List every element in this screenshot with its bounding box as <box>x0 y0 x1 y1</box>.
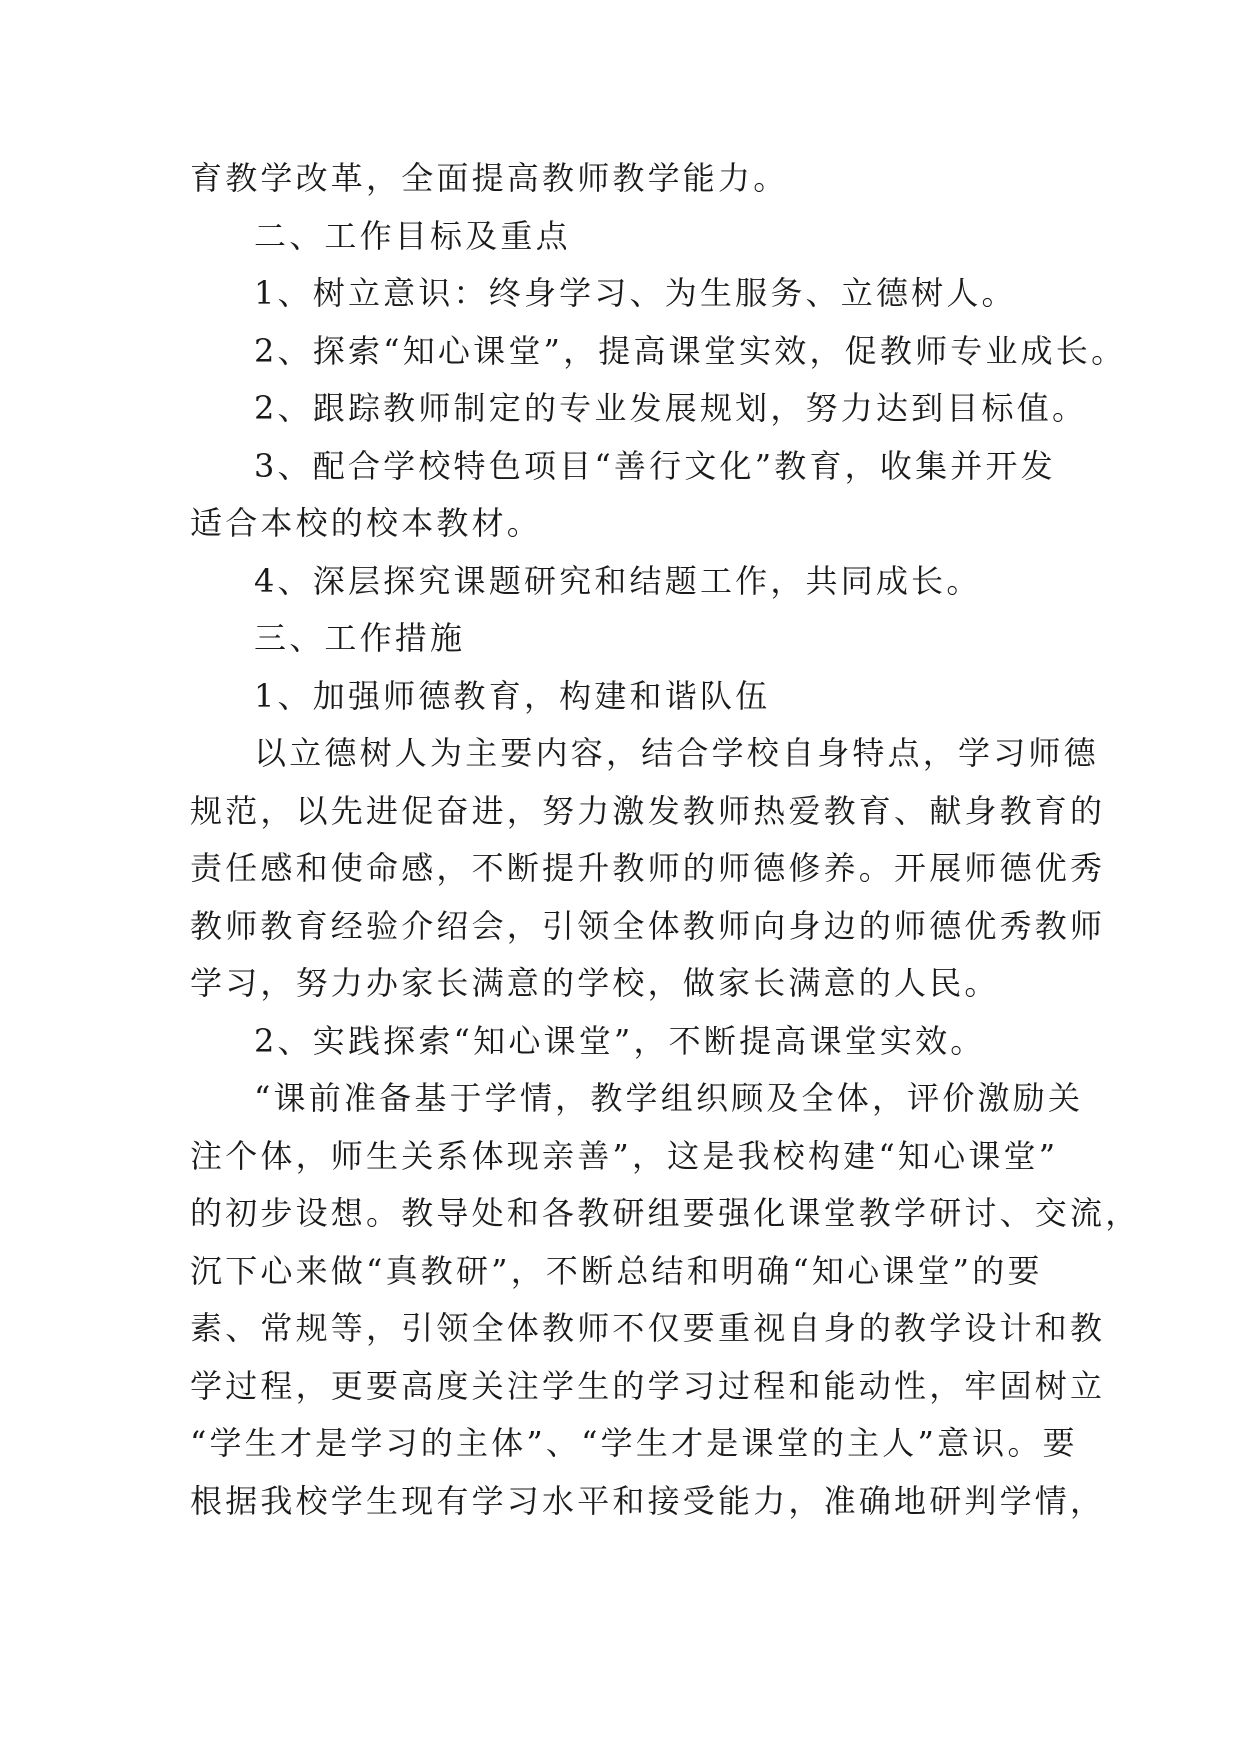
section-heading-measures: 三、工作措施 <box>254 619 466 657</box>
paragraph-line: 沉下心来做“真教研”，不断总结和明确“知心课堂”的要 <box>190 1251 1043 1290</box>
paragraph-line: 以立德树人为主要内容，结合学校自身特点，学习师德 <box>254 734 1099 772</box>
section-heading-goals: 二、工作目标及重点 <box>254 216 571 255</box>
paragraph-line: 注个体，师生关系体现亲善”，这是我校构建“知心课堂” <box>190 1136 1059 1175</box>
subheading: 2、实践探索“知心课堂”，不断提高课堂实效。 <box>254 1021 986 1060</box>
text-line: 适合本校的校本教材。 <box>190 504 543 542</box>
list-item: 1、树立意识：终身学习、为生服务、立德树人。 <box>254 274 1017 312</box>
paragraph-line: “学生才是学习的主体”、“学生才是课堂的主人”意识。要 <box>190 1424 1078 1462</box>
paragraph-line: “课前准备基于学情，教学组织顾及全体，评价激励关 <box>254 1079 1084 1117</box>
subheading: 1、加强师德教育，构建和谐队伍 <box>254 676 771 715</box>
list-item: 4、深层探究课题研究和结题工作，共同成长。 <box>254 561 982 600</box>
list-item: 2、跟踪教师制定的专业发展规划，努力达到目标值。 <box>254 389 1088 427</box>
paragraph-line: 学过程，更要高度关注学生的学习过程和能动性，牢固树立 <box>190 1366 1106 1405</box>
paragraph-line: 根据我校学生现有学习水平和接受能力，准确地研判学情， <box>190 1481 1106 1520</box>
text-line: 育教学改革，全面提高教师教学能力。 <box>190 159 789 197</box>
paragraph-line: 素、常规等，引领全体教师不仅要重视自身的教学设计和教 <box>190 1309 1106 1347</box>
list-item: 2、探索“知心课堂”，提高课堂实效，促教师专业成长。 <box>254 331 1127 370</box>
document-body <box>190 150 1141 1530</box>
paragraph-line: 规范，以先进促奋进，努力激发教师热爱教育、献身教育的 <box>190 791 1106 830</box>
paragraph-line: 教师教育经验介绍会，引领全体教师向身边的师德优秀教师 <box>190 906 1106 945</box>
paragraph-line: 责任感和使命感，不断提升教师的师德修养。开展师德优秀 <box>190 849 1106 887</box>
paragraph-line: 的初步设想。教导处和各教研组要强化课堂教学研讨、交流， <box>190 1194 1141 1232</box>
paragraph-line: 学习，努力办家长满意的学校，做家长满意的人民。 <box>190 964 1000 1002</box>
list-item: 3、配合学校特色项目“善行文化”教育，收集并开发 <box>254 446 1056 485</box>
